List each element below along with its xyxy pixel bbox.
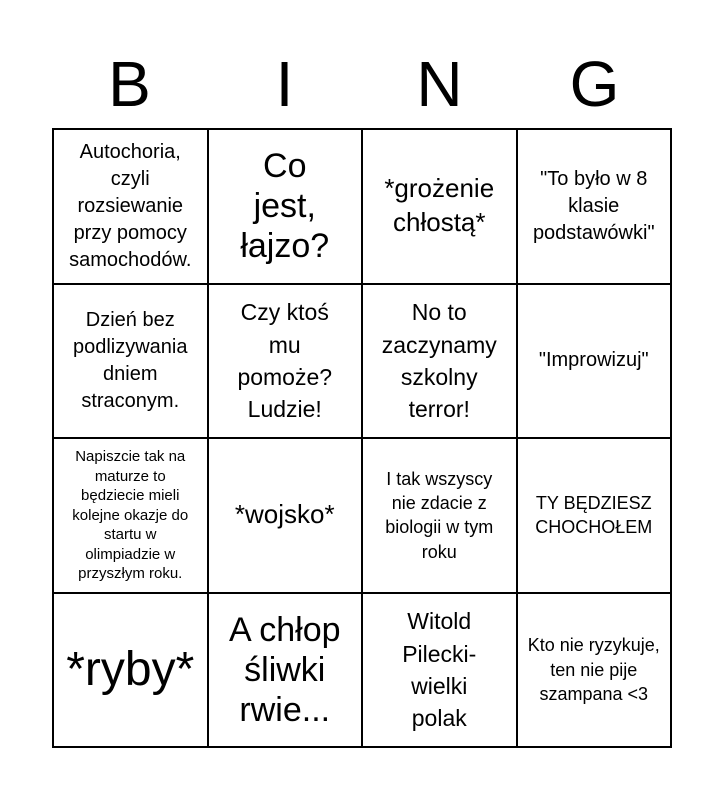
- bingo-cell-text: Co jest, łajzo?: [240, 147, 330, 266]
- bingo-cell[interactable]: [209, 285, 364, 440]
- bingo-cell-text: TY BĘDZIESZ CHOCHOŁEM: [535, 492, 653, 538]
- header-letter-g: G: [569, 48, 620, 120]
- bingo-cell-text: *grożenie chłostą*: [384, 173, 495, 238]
- bingo-board: [52, 128, 672, 748]
- bingo-cell[interactable]: [54, 439, 209, 594]
- bingo-cell-text: Autochoria, czyli rozsiewanie przy pomocy samochodów.: [69, 140, 192, 271]
- bingo-cell-text: "To było w 8 klasie podstawówki": [532, 167, 655, 244]
- bingo-cell-text: No to zaczynamy szkolny terror!: [381, 299, 497, 422]
- bingo-cell[interactable]: [518, 285, 673, 440]
- bingo-cell-text: Napiszcie tak na maturze to będziecie mieli kolejne okazje do startu w olimpiadzie w przyszłym roku.: [72, 448, 189, 582]
- bingo-cell-text: Dzień bez podlizywania dniem straconym.: [72, 308, 188, 412]
- bingo-cell[interactable]: [518, 439, 673, 594]
- bingo-cell[interactable]: [209, 439, 364, 594]
- bingo-cell[interactable]: [363, 439, 518, 594]
- bingo-cell[interactable]: [518, 130, 673, 285]
- bingo-cell[interactable]: [209, 594, 364, 749]
- bingo-cell-text: Witold Pilecki- wielki polak: [402, 608, 477, 731]
- header-letter-b: B: [108, 48, 151, 120]
- bingo-cell[interactable]: [518, 594, 673, 749]
- bingo-cell[interactable]: [363, 285, 518, 440]
- bingo-cell[interactable]: [363, 594, 518, 749]
- bingo-cell-text: *ryby*: [66, 642, 195, 696]
- bingo-cell-text: A chłop śliwki rwie...: [228, 610, 341, 729]
- bingo-cell[interactable]: [54, 285, 209, 440]
- bingo-cell[interactable]: [54, 594, 209, 749]
- header-letter-n: N: [416, 48, 463, 120]
- bingo-cell-text: *wojsko*: [234, 499, 335, 530]
- bingo-header: [52, 40, 672, 128]
- bingo-cell-text: I tak wszyscy nie zdacie z biologii w tym roku: [385, 468, 494, 562]
- bingo-cell[interactable]: [363, 130, 518, 285]
- bingo-cell-text: Kto nie ryzykuje, ten nie pije szampana <3: [527, 635, 660, 704]
- bingo-cell-text: "Improwizuj": [538, 349, 649, 372]
- bingo-cell[interactable]: [54, 130, 209, 285]
- bingo-cell-text: Czy ktoś mu pomoże? Ludzie!: [237, 299, 333, 422]
- bingo-cell[interactable]: [209, 130, 364, 285]
- header-letter-i: I: [275, 48, 294, 120]
